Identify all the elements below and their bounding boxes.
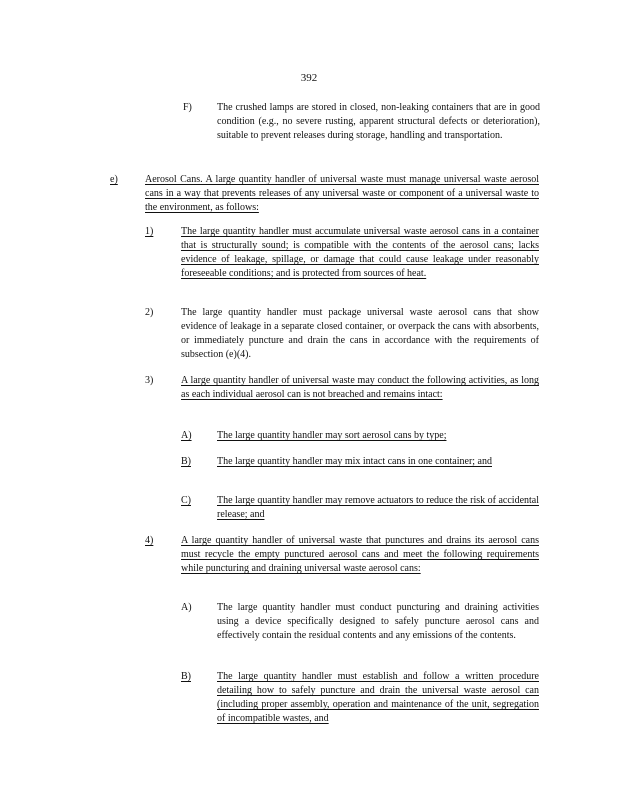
section-label: e): [110, 174, 118, 185]
item-text: The crushed lamps are stored in closed, non-leaking containers that are in good condition (e.g., no severe rusting, apparent structural defects or deterioration), suitable to prevent releases during storage, handling and transportation.: [217, 102, 540, 141]
section-text: Aerosol Cans. A large quantity handler of universal waste must manage universal waste aerosol cans in a way that prevents releases of any universal waste or component of a universal waste to the environment, as follows:: [145, 174, 539, 213]
item-text: A large quantity handler of universal waste that punctures and drains its aerosol cans must recycle the empty punctured aerosol cans and meet the following requirements while puncturing and draining universal waste aerosol cans:: [181, 535, 539, 574]
item-text: The large quantity handler must package universal waste aerosol cans that show evidence of leakage in a separate closed container, or overpack the cans with absorbents, or immediately puncture and drain the cans in accordance with the requirements of subsection (e)(4).: [181, 307, 539, 360]
item-label: B): [181, 456, 191, 467]
item-label: A): [181, 602, 192, 613]
page-number: 392: [300, 72, 318, 84]
item-label: 1): [145, 226, 154, 237]
item-label: C): [181, 495, 191, 506]
item-text: The large quantity handler may remove actuators to reduce the risk of accidental release; and: [217, 495, 539, 520]
item-text: The large quantity handler must accumulate universal waste aerosol cans in a container that is structurally sound; is compatible with the contents of the aerosol cans; lacks evidence of leakage, spillage, or damage that could cause leakage under reasonably foreseeable conditions; and is protected from sources of heat.: [181, 226, 539, 279]
item-text: A large quantity handler of universal waste may conduct the following activities, as long as each individual aerosol can is not breached and remains intact:: [181, 375, 539, 400]
item-label: 3): [145, 375, 154, 386]
item-text: The large quantity handler may mix intact cans in one container; and: [217, 456, 492, 467]
item-label: A): [181, 430, 192, 441]
item-label: 2): [145, 307, 154, 318]
item-text: The large quantity handler must conduct puncturing and draining activities using a device specifically designed to safely puncture aerosol cans and effectively contain the residual contents and any emissions of the contents.: [217, 602, 539, 641]
item-text: The large quantity handler must establish and follow a written procedure detailing how to safely puncture and drain the universal waste aerosol can (including proper assembly, operation and maintenance of the unit, segregation of incompatible wastes, and: [217, 671, 539, 724]
item-label: 4): [145, 535, 154, 546]
item-label: F): [183, 102, 192, 113]
item-label: B): [181, 671, 191, 682]
item-text: The large quantity handler may sort aerosol cans by type;: [217, 430, 447, 441]
